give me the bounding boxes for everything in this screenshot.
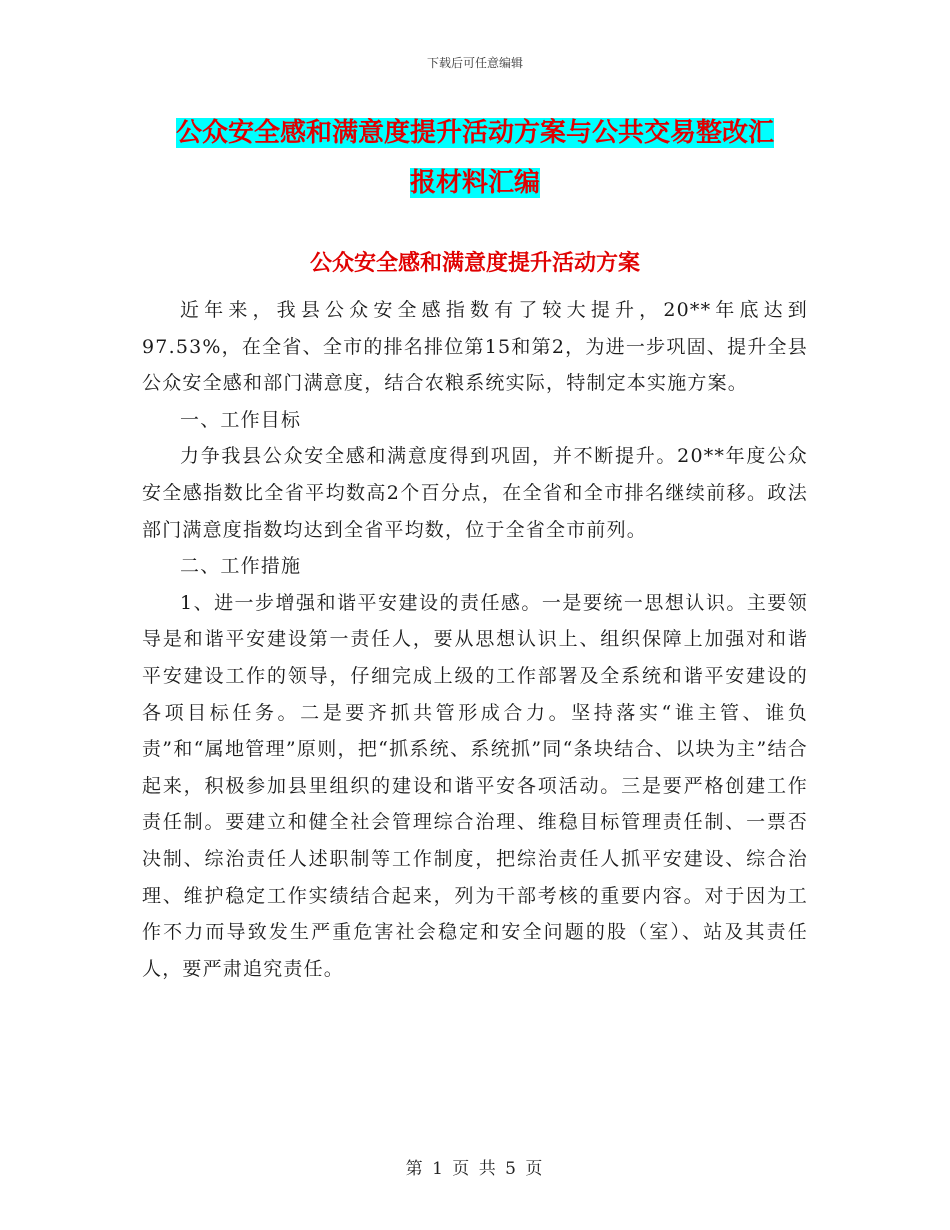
page-footer: 第 1 页 共 5 页 xyxy=(405,1159,545,1179)
header-note: 下载后可任意编辑 xyxy=(426,56,523,70)
paragraph-measure-1: 1、进一步增强和谐平安建设的责任感。一是要统一思想认识。主要领导是和谐平安建设第一责任人，要从思想认识上、组织保障上加强对和谐平安建设工作的领导，仔细完成上级的工作部署及全系统和谐平安建设的各项目标任务。二是要齐抓共管形成合力。坚持落实“谁主管、谁负责”和“属地管理”原则，把“抓系统、系统抓”同“条块结合、以块为主”结合起来，积极参加县里组织的建设和谐平安各项活动。三是要严格创建工作责任制。要建立和健全社会管理综合治理、维稳目标管理责任制、一票否决制、综治责任人述职制等工作制度，把综治责任人抓平安建设、综合治理、维护稳定工作实绩结合起来，列为干部考核的重要内容。对于因为工作不力而导致发生严重危害社会稳定和安全问题的股（室）、站及其责任人，要严肃追究责任。 xyxy=(142,591,808,980)
paragraph-intro: 近年来，我县公众安全感指数有了较大提升，20**年底达到97.53%，在全省、全市的排名排位第15和第2，为进一步巩固、提升全县公众安全感和部门满意度，结合农粮系统实际，特制定本实施方案。 xyxy=(142,299,808,395)
document-title xyxy=(140,108,810,208)
heading-work-measures: 二、工作措施 xyxy=(180,555,302,578)
body-text xyxy=(142,292,808,987)
section-title: 公众安全感和满意度提升活动方案 xyxy=(309,251,640,276)
document-title-line1: 公众安全感和满意度提升活动方案与公共交易整改汇 xyxy=(175,118,774,148)
heading-work-goals: 一、工作目标 xyxy=(180,408,302,431)
paragraph-goals: 力争我县公众安全感和满意度得到巩固，并不断提升。20**年度公众安全感指数比全省平均数高2个百分点，在全省和全市排名继续前移。政法部门满意度指数均达到全省平均数，位于全省全市前列。 xyxy=(142,445,808,541)
document-title-line2: 报材料汇编 xyxy=(409,168,540,198)
